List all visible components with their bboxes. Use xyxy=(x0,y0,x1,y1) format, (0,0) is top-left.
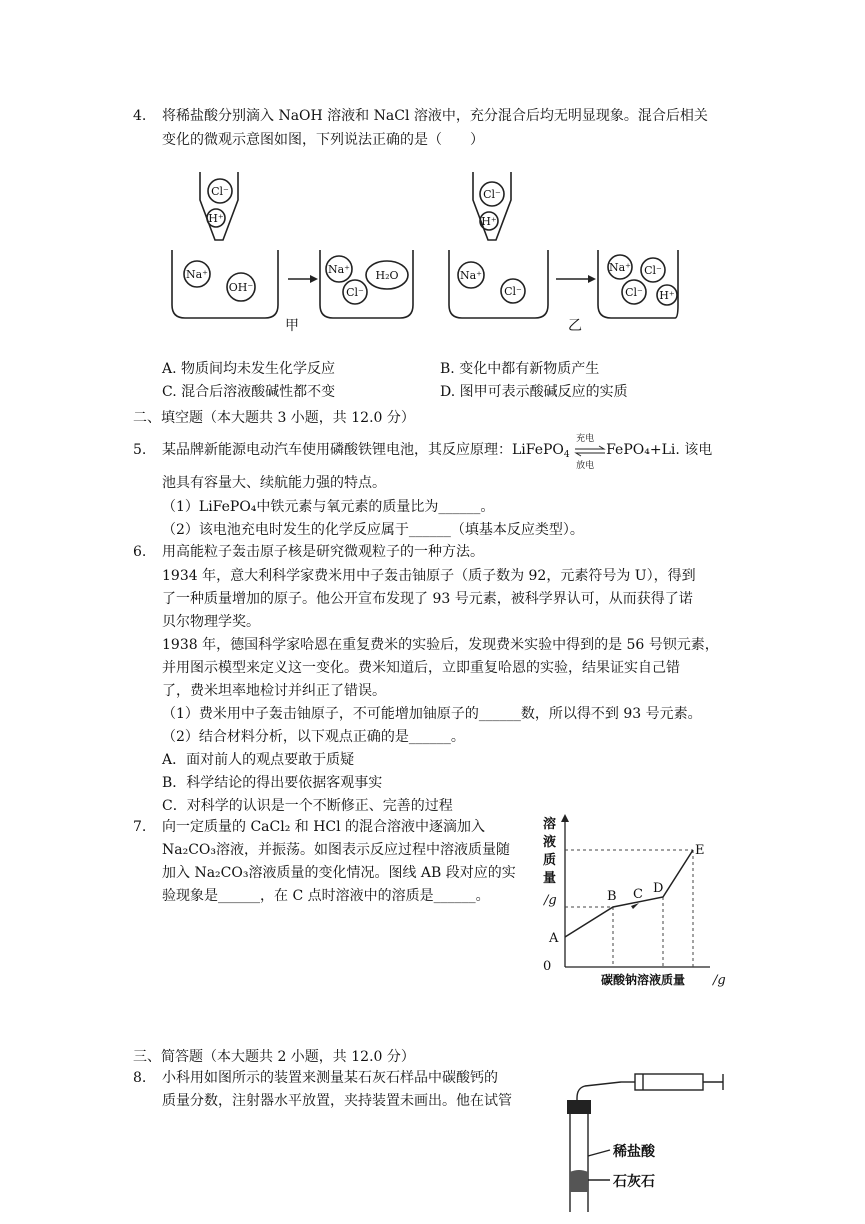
q8-apparatus xyxy=(555,1062,755,1224)
syringe-barrel xyxy=(635,1074,703,1090)
q4-option-a: A. 物质间均未发生化学反应 xyxy=(162,361,336,377)
q7-number: 7. xyxy=(133,819,147,835)
label-cl: Cl⁻ xyxy=(504,285,522,298)
q4-micro-diagram xyxy=(160,170,680,345)
q5-sub2: （2）该电池充电时发生的化学反应属于______（填基本反应类型）。 xyxy=(162,522,584,538)
q6-option-a: A．面对前人的观点要敢于质疑 xyxy=(162,752,355,768)
point-d: D xyxy=(653,881,664,896)
beaker-jia-after xyxy=(320,250,413,318)
q4-number: 4. xyxy=(133,108,147,124)
label-na: Na⁺ xyxy=(460,269,482,282)
q7-mass-graph xyxy=(535,812,735,992)
q7-line2: Na₂CO₃溶液，并振荡。如图表示反应过程中溶液质量随 xyxy=(162,842,511,858)
q4-stem-line2: 变化的微观示意图如图，下列说法正确的是（ ） xyxy=(162,132,484,148)
label-oh: OH⁻ xyxy=(228,281,254,294)
q6-stem: 用高能粒子轰击原子核是研究微观粒子的一种方法。 xyxy=(162,544,484,560)
section-2-heading: 二、填空题（本大题共 3 小题，共 12.0 分） xyxy=(133,410,415,426)
label-cl: Cl⁻ xyxy=(483,188,501,201)
label-cl: Cl⁻ xyxy=(644,264,662,277)
point-c: C xyxy=(633,887,643,902)
label-h: H⁺ xyxy=(481,215,497,228)
q6-option-b: B．科学结论的得出要依据客观事实 xyxy=(162,775,383,791)
x-axis-label: 碳酸钠溶液质量 xyxy=(601,973,686,987)
ylabel-char: 量 xyxy=(543,871,557,886)
label-cl: Cl⁻ xyxy=(346,286,364,299)
label-na: Na⁺ xyxy=(186,268,208,281)
reversible-arrow: 充电 放电 xyxy=(574,440,606,460)
q7-line3: 加入 Na₂CO₃溶液质量的变化情况。图线 AB 段对应的实 xyxy=(162,865,516,881)
label-jia: 甲 xyxy=(285,318,299,334)
q6-option-c: C．对科学的认识是一个不断修正、完善的过程 xyxy=(162,798,453,814)
q7-line4: 验现象是______，在 C 点时溶液中的溶质是______。 xyxy=(162,888,490,904)
beaker-yi-before xyxy=(449,250,548,318)
dropper-jia xyxy=(200,172,238,240)
label-acid: 稀盐酸 xyxy=(613,1144,655,1160)
x-unit: /g xyxy=(713,973,726,988)
ylabel-char: 液 xyxy=(543,835,557,850)
point-b: B xyxy=(607,889,617,904)
q6-p2-line2: 并用图示模型来定义这一变化。费米知道后，立即重复哈恩的实验，结果证实自己错 xyxy=(162,660,680,676)
stopper xyxy=(567,1100,591,1114)
origin: 0 xyxy=(543,959,552,974)
connecting-tube xyxy=(577,1082,621,1102)
q6-sub2: （2）结合材料分析，以下观点正确的是______。 xyxy=(162,729,465,745)
q5-stem-line1: 某品牌新能源电动汽车使用磷酸铁锂电池，其反应原理：LiFePO$_4$ 充电 放电 FePO₄+Li. 该电 xyxy=(162,434,713,471)
label-yi: 乙 xyxy=(568,318,582,334)
label-h2o: H₂O xyxy=(375,269,399,282)
q5-sub1: （1）LiFePO₄中铁元素与氧元素的质量比为______。 xyxy=(162,499,495,515)
ylabel-char: 溶 xyxy=(543,817,557,832)
q6-p2-line1: 1938 年，德国科学家哈恩在重复费米的实验后，发现费米实验中得到的是 56 号钡元素， xyxy=(162,637,719,653)
q4-option-d: D. 图甲可表示酸碱反应的实质 xyxy=(440,384,628,400)
q4-option-b: B. 变化中都有新物质产生 xyxy=(440,361,600,377)
label-na: Na⁺ xyxy=(609,261,631,274)
mass-curve xyxy=(565,850,693,937)
label-limestone: 石灰石 xyxy=(613,1174,655,1190)
label-h: H⁺ xyxy=(659,289,675,302)
y-unit: /g xyxy=(544,893,557,908)
q6-p1-line3: 贝尔物理学奖。 xyxy=(162,614,260,630)
section-3-heading: 三、简答题（本大题共 2 小题，共 12.0 分） xyxy=(133,1049,415,1065)
q6-p1-line2: 了一种质量增加的原子。他公开宣布发现了 93 号元素，被科学界认可，从而获得了诺 xyxy=(162,591,693,607)
q8-line2: 质量分数，注射器水平放置，夹持装置未画出。他在试管 xyxy=(162,1093,512,1109)
label-cl: Cl⁻ xyxy=(625,286,643,299)
limestone-sample xyxy=(570,1170,588,1192)
ylabel-char: 质 xyxy=(543,853,557,868)
q7-line1: 向一定质量的 CaCl₂ 和 HCl 的混合溶液中逐滴加入 xyxy=(162,819,486,835)
q8-line1: 小科用如图所示的装置来测量某石灰石样品中碳酸钙的 xyxy=(162,1070,498,1086)
q5-stem-line2: 池具有容量大、续航能力强的特点。 xyxy=(162,475,386,491)
q6-sub1: （1）费米用中子轰击铀原子，不可能增加铀原子的______数，所以得不到 93 号元素。 xyxy=(162,706,702,722)
q6-number: 6. xyxy=(133,544,147,560)
q6-p1-line1: 1934 年，意大利科学家费米用中子轰击铀原子（质子数为 92，元素符号为 U），得到 xyxy=(162,568,696,584)
point-a: A xyxy=(549,931,559,946)
test-tube xyxy=(570,1112,588,1212)
label-cl: Cl⁻ xyxy=(211,185,229,198)
label-h: H⁺ xyxy=(208,212,224,225)
q4-stem-line1: 将稀盐酸分别滴入 NaOH 溶液和 NaCl 溶液中，充分混合后均无明显现象。混合后相关 xyxy=(162,108,708,124)
q5-number: 5. xyxy=(133,442,147,458)
q6-p2-line3: 了，费米坦率地检讨并纠正了错误。 xyxy=(162,683,386,699)
q8-number: 8. xyxy=(133,1070,147,1086)
label-na: Na⁺ xyxy=(328,263,350,276)
point-e: E xyxy=(695,843,705,858)
q4-option-c: C. 混合后溶液酸碱性都不变 xyxy=(162,384,336,400)
